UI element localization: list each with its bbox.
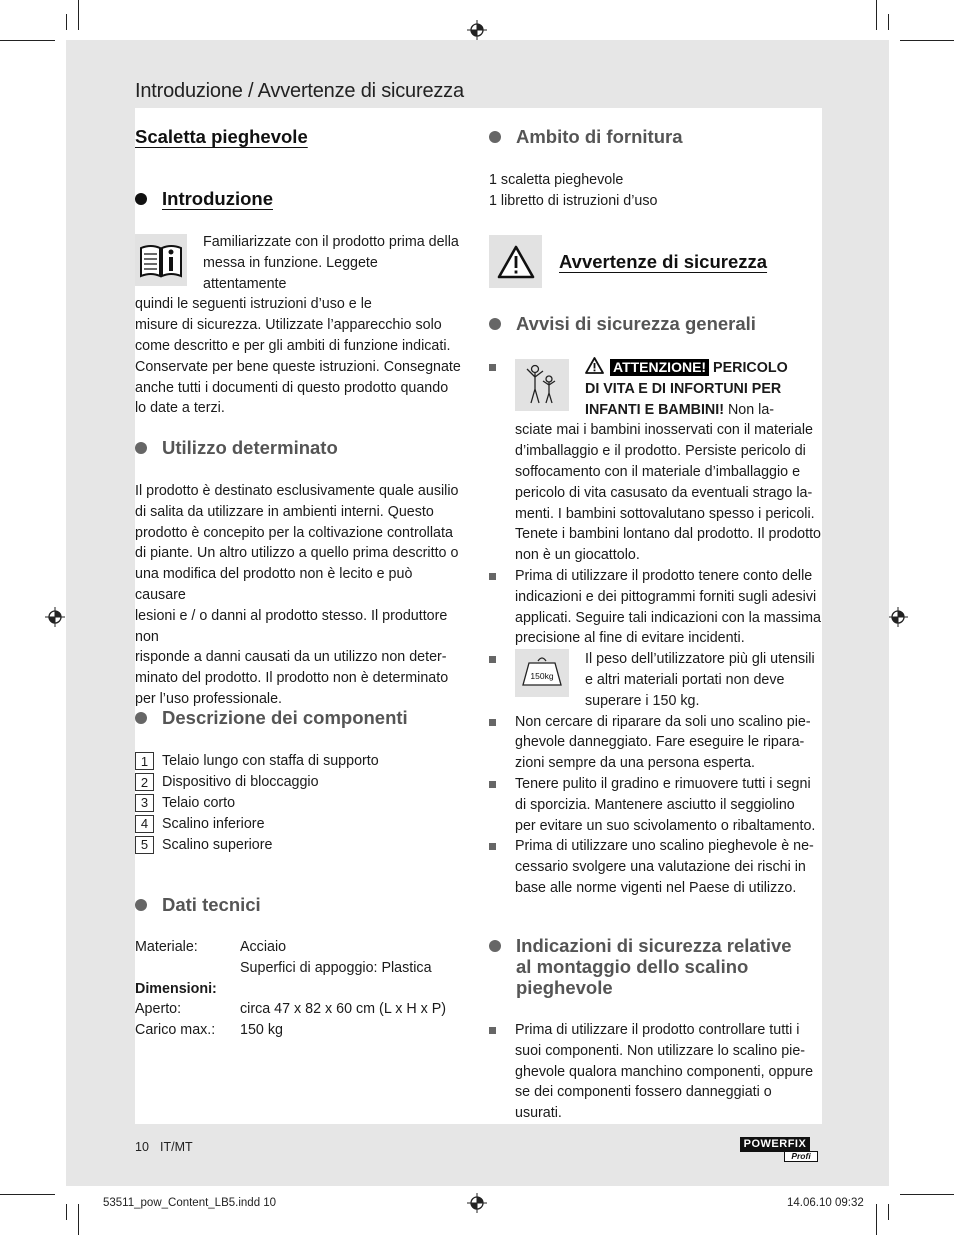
specs-table: [135, 937, 465, 1041]
list-item: Prima di utilizzare il prodotto tenere conto delle indicazioni e dei pittogrammi forniti sugli adesivi applicati. Seguire tali indicazioni con la massima precisione al fine di evitare incidenti.: [489, 566, 821, 649]
bullet-dot-icon: [489, 131, 501, 143]
book-info-icon: [135, 234, 187, 286]
registration-mark-icon: [45, 607, 65, 627]
crop-mark: [78, 0, 79, 30]
weight-label: 150kg: [530, 671, 554, 682]
components-list: [135, 751, 379, 855]
list-item: 1 scaletta pieghevole: [489, 172, 624, 188]
warning-triangle-icon: [489, 235, 542, 288]
bullet-square-icon: [489, 781, 496, 788]
bullet-dot-icon: [135, 442, 147, 454]
page-title: Introduzione / Avvertenze di sicurezza: [135, 80, 464, 102]
supply-list: [489, 170, 657, 212]
language-code: IT/MT: [160, 1140, 193, 1154]
bullet-square-icon: [489, 843, 496, 850]
crop-mark: [888, 1204, 889, 1220]
small-warning-icon: [585, 357, 604, 374]
spec-row-load: Carico max.: 150 kg: [135, 1022, 283, 1039]
registration-mark-icon: [467, 1193, 487, 1213]
spec-row-open: Aperto: circa 47 x 82 x 60 cm (L x H x P): [135, 1001, 447, 1018]
section-heading-dati-tecnici: Dati tecnici: [135, 894, 261, 916]
list-item: ATTENZIONE! PERICOLO DI VITA E DI INFORTUNI PER INFANTI E BAMBINI! Non la- sciate mai i bambini inosservati con il materiale d’imballaggio e il prodotto. Persiste pericolo di soffocamento con il materiale d’imballaggio e pericolo di vita casusato da eventuali strago la- menti. I bambini sottovalutano spesso i pericoli. Tenete i bambini lontano dal prodotto. Il prodotto non è un giocattolo.: [489, 357, 821, 566]
crop-mark: [900, 1194, 954, 1195]
bullet-dot-icon: [489, 940, 501, 952]
list-item: Non cercare di riparare da soli uno scalino pie- ghevole danneggiato. Fare eseguire le ripara- zioni sempre da una persona esperta.: [489, 712, 821, 774]
list-item: Prima di utilizzare uno scalino pieghevole è ne- cessario svolgere una valutazione dei rischi in base alle norme vigenti nel Paese di utilizzo.: [489, 836, 821, 898]
crop-mark: [66, 14, 67, 30]
weight-icon: [515, 649, 569, 697]
section-heading-avvisi-generali: Avvisi di sicurezza generali: [489, 313, 756, 335]
crop-mark: [0, 1194, 55, 1195]
bullet-square-icon: [489, 656, 496, 663]
product-title: Scaletta pieghevole: [135, 126, 308, 147]
bullet-dot-icon: [135, 899, 147, 911]
bullet-square-icon: [489, 1027, 496, 1034]
general-safety-list: [489, 357, 821, 899]
list-item: Tenere pulito il gradino e rimuovere tutti i segni di sporcizia. Mantenere asciutto il seggiolino per evitare un suo scivolamento o ribaltamento.: [489, 774, 821, 836]
list-item: 5 Scalino superiore: [135, 834, 379, 855]
crop-mark: [876, 1204, 877, 1235]
crop-mark: [900, 40, 954, 41]
crop-mark: [876, 0, 877, 30]
registration-mark-icon: [888, 607, 908, 627]
section-heading-introduzione: Introduzione: [135, 188, 273, 210]
list-item: 2 Dispositivo di bloccaggio: [135, 772, 379, 793]
spec-row-dimensions: Dimensioni:: [135, 980, 217, 997]
page-number: 10: [135, 1140, 149, 1154]
list-item: 150kg Il peso dell’utilizzatore più gli utensili e altri materiali portati non deve superare i 150 kg.: [489, 649, 821, 711]
use-text: Il prodotto è destinato esclusivamente quale ausilio di salita da utilizzare in ambienti interni. Questo prodotto è concepito per la coltivazione controllata di piante. Un altro utilizzo a quello prima descritto o una modifica del prodotto non è lecito e può causare lesioni e / o danni al prodotto stesso. Il produttore non risponde a danni causati da un utilizzo non deter- minato del prodotto. Il prodotto non è determinato per l’uso professionale.: [135, 483, 459, 707]
list-item: 3 Telaio corto: [135, 793, 379, 814]
section-heading-fornitura: Ambito di fornitura: [489, 126, 682, 148]
assembly-safety-list: [489, 1020, 821, 1124]
slug-file-info: 53511_pow_Content_LB5.indd 10: [103, 1197, 277, 1209]
registration-mark-icon: [467, 20, 487, 40]
bullet-dot-icon: [135, 193, 147, 205]
list-item: 4 Scalino inferiore: [135, 813, 379, 834]
crop-mark: [0, 40, 55, 41]
section-heading-utilizzo: Utilizzo determinato: [135, 437, 338, 459]
list-item: 1 libretto di istruzioni d’uso: [489, 192, 658, 209]
slug-date-info: 14.06.10 09:32: [787, 1197, 864, 1209]
intro-text: Familiarizzate con il prodotto prima della messa in funzione. Leggete attentamente quindi le seguenti istruzioni d’uso e le misure di sicurezza. Utilizzate l’apparecchio solo come descritto e per gli ambiti di funzione indicati. Conservate per bene queste istruzioni. Consegnate anche tutti i documenti di questo prodotto quando lo date a terzi.: [135, 234, 461, 417]
section-heading-montaggio: Indicazioni di sicurezza relative al montaggio dello scalino pieghevole: [489, 935, 792, 998]
bullet-square-icon: [489, 573, 496, 580]
section-heading-componenti: Descrizione dei componenti: [135, 707, 408, 729]
child-warning-icon: [515, 359, 569, 411]
bullet-dot-icon: [489, 318, 501, 330]
list-item: 1 Telaio lungo con staffa di supporto: [135, 751, 379, 772]
section-heading-avvertenze: Avvertenze di sicurezza: [559, 251, 768, 272]
list-item: Prima di utilizzare il prodotto controllare tutti i suoi componenti. Non utilizzare lo scalino pie- ghevole qualora manchino componenti, oppure se dei componenti fossero danneggiati o usurati.: [489, 1020, 821, 1124]
crop-mark: [66, 1204, 67, 1220]
powerfix-logo: POWERFIX Profi: [740, 1137, 820, 1163]
crop-mark: [888, 14, 889, 30]
attention-badge: ATTENZIONE!: [610, 359, 709, 376]
bullet-square-icon: [489, 364, 496, 371]
bullet-dot-icon: [135, 712, 147, 724]
spec-row-material: Materiale: Acciaio: [135, 939, 287, 955]
spec-row-material-2: Superfici di appoggio: Plastica: [240, 959, 432, 976]
bullet-square-icon: [489, 719, 496, 726]
crop-mark: [78, 1204, 79, 1235]
